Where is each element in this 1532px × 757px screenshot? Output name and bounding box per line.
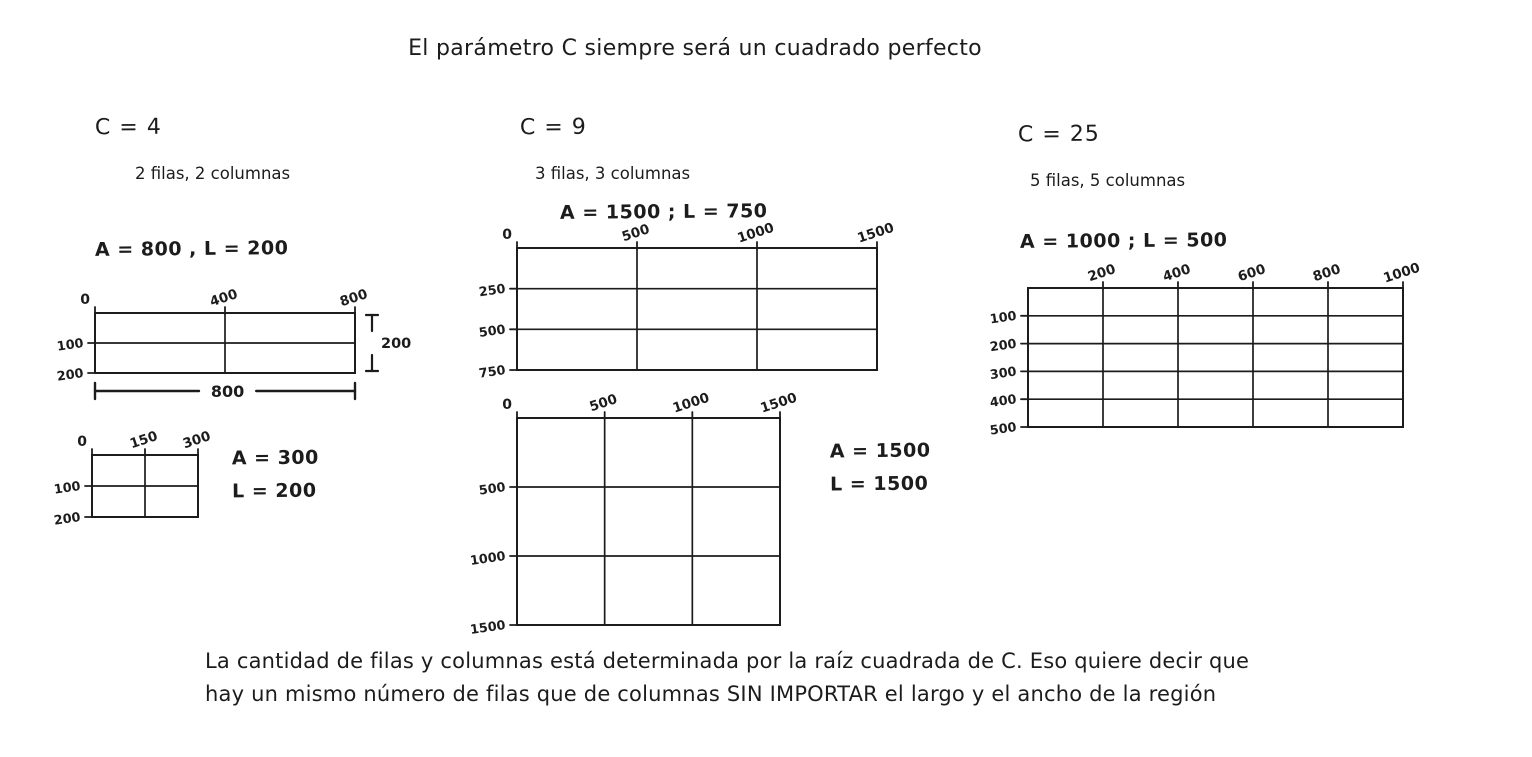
svg-text:400: 400 xyxy=(989,392,1018,411)
svg-text:400: 400 xyxy=(1160,261,1193,286)
grid-c4-800x200 xyxy=(52,282,412,407)
section-c25-heading: C = 25 xyxy=(1017,121,1100,148)
svg-text:1000: 1000 xyxy=(469,549,507,569)
grid-c4-300x200-side-label xyxy=(232,447,320,514)
svg-text:200: 200 xyxy=(53,510,82,529)
svg-text:150: 150 xyxy=(127,428,160,453)
svg-text:0: 0 xyxy=(80,292,90,308)
svg-text:800: 800 xyxy=(337,286,370,311)
side-label-length: L = 200 xyxy=(232,479,317,503)
svg-text:0: 0 xyxy=(502,397,512,413)
svg-text:500: 500 xyxy=(478,322,507,342)
section-c9-dimensions-label: A = 1500 ; L = 750 xyxy=(559,200,768,224)
svg-text:200: 200 xyxy=(1085,261,1118,286)
svg-text:800: 800 xyxy=(210,382,245,401)
grid-c9-1500x1500-side-label xyxy=(830,440,931,507)
footer-explanation xyxy=(205,645,1305,711)
svg-text:300: 300 xyxy=(989,364,1018,384)
svg-text:1500: 1500 xyxy=(758,389,800,417)
svg-text:500: 500 xyxy=(989,420,1018,439)
svg-text:500: 500 xyxy=(478,480,507,499)
section-c4-dimensions-label: A = 800 , L = 200 xyxy=(94,237,289,261)
svg-text:300: 300 xyxy=(180,428,213,453)
grid-c9-1500x1500 xyxy=(428,382,800,638)
grid-c4-300x200 xyxy=(50,420,260,529)
svg-text:100: 100 xyxy=(989,308,1018,328)
svg-text:1000: 1000 xyxy=(1381,259,1423,287)
svg-text:500: 500 xyxy=(619,221,652,246)
page-title: El parámetro C siempre será un cuadrado perfecto xyxy=(408,36,982,61)
footer-line-1: La cantidad de filas y columnas está determinada por la raíz cuadrada de C. Eso quiere decir que xyxy=(205,649,1250,673)
svg-text:0: 0 xyxy=(77,434,87,450)
svg-text:1000: 1000 xyxy=(735,219,777,247)
footer-line-2: hay un mismo número de filas que de columnas SIN IMPORTAR el largo y el ancho de la región xyxy=(205,682,1217,706)
grid-c25-1000x500 xyxy=(958,250,1428,439)
section-c9-heading: C = 9 xyxy=(519,114,587,141)
section-c25-subheading: 5 filas, 5 columnas xyxy=(1030,171,1186,190)
svg-text:500: 500 xyxy=(587,391,620,416)
side-label-area: A = 300 xyxy=(231,446,319,470)
svg-text:1500: 1500 xyxy=(469,618,507,638)
svg-text:1000: 1000 xyxy=(670,389,712,417)
svg-text:0: 0 xyxy=(502,227,512,243)
svg-text:800: 800 xyxy=(1310,261,1343,286)
svg-text:600: 600 xyxy=(1235,261,1268,286)
section-c25-dimensions-label: A = 1000 ; L = 500 xyxy=(1019,229,1228,253)
svg-text:200: 200 xyxy=(56,366,85,385)
svg-text:250: 250 xyxy=(478,281,507,301)
section-c4-heading: C = 4 xyxy=(94,114,162,141)
section-c9-subheading: 3 filas, 3 columnas xyxy=(535,164,691,183)
svg-text:750: 750 xyxy=(478,363,507,382)
svg-text:400: 400 xyxy=(207,286,240,311)
side-label-area: A = 1500 xyxy=(829,439,931,463)
side-label-length: L = 1500 xyxy=(830,472,929,496)
section-c4-subheading: 2 filas, 2 columnas xyxy=(135,164,291,183)
svg-text:100: 100 xyxy=(53,479,82,498)
svg-text:200: 200 xyxy=(989,336,1018,356)
svg-text:200: 200 xyxy=(381,336,412,352)
svg-text:100: 100 xyxy=(56,336,85,355)
grid-c9-1500x750 xyxy=(450,212,897,382)
svg-text:1500: 1500 xyxy=(855,219,897,247)
